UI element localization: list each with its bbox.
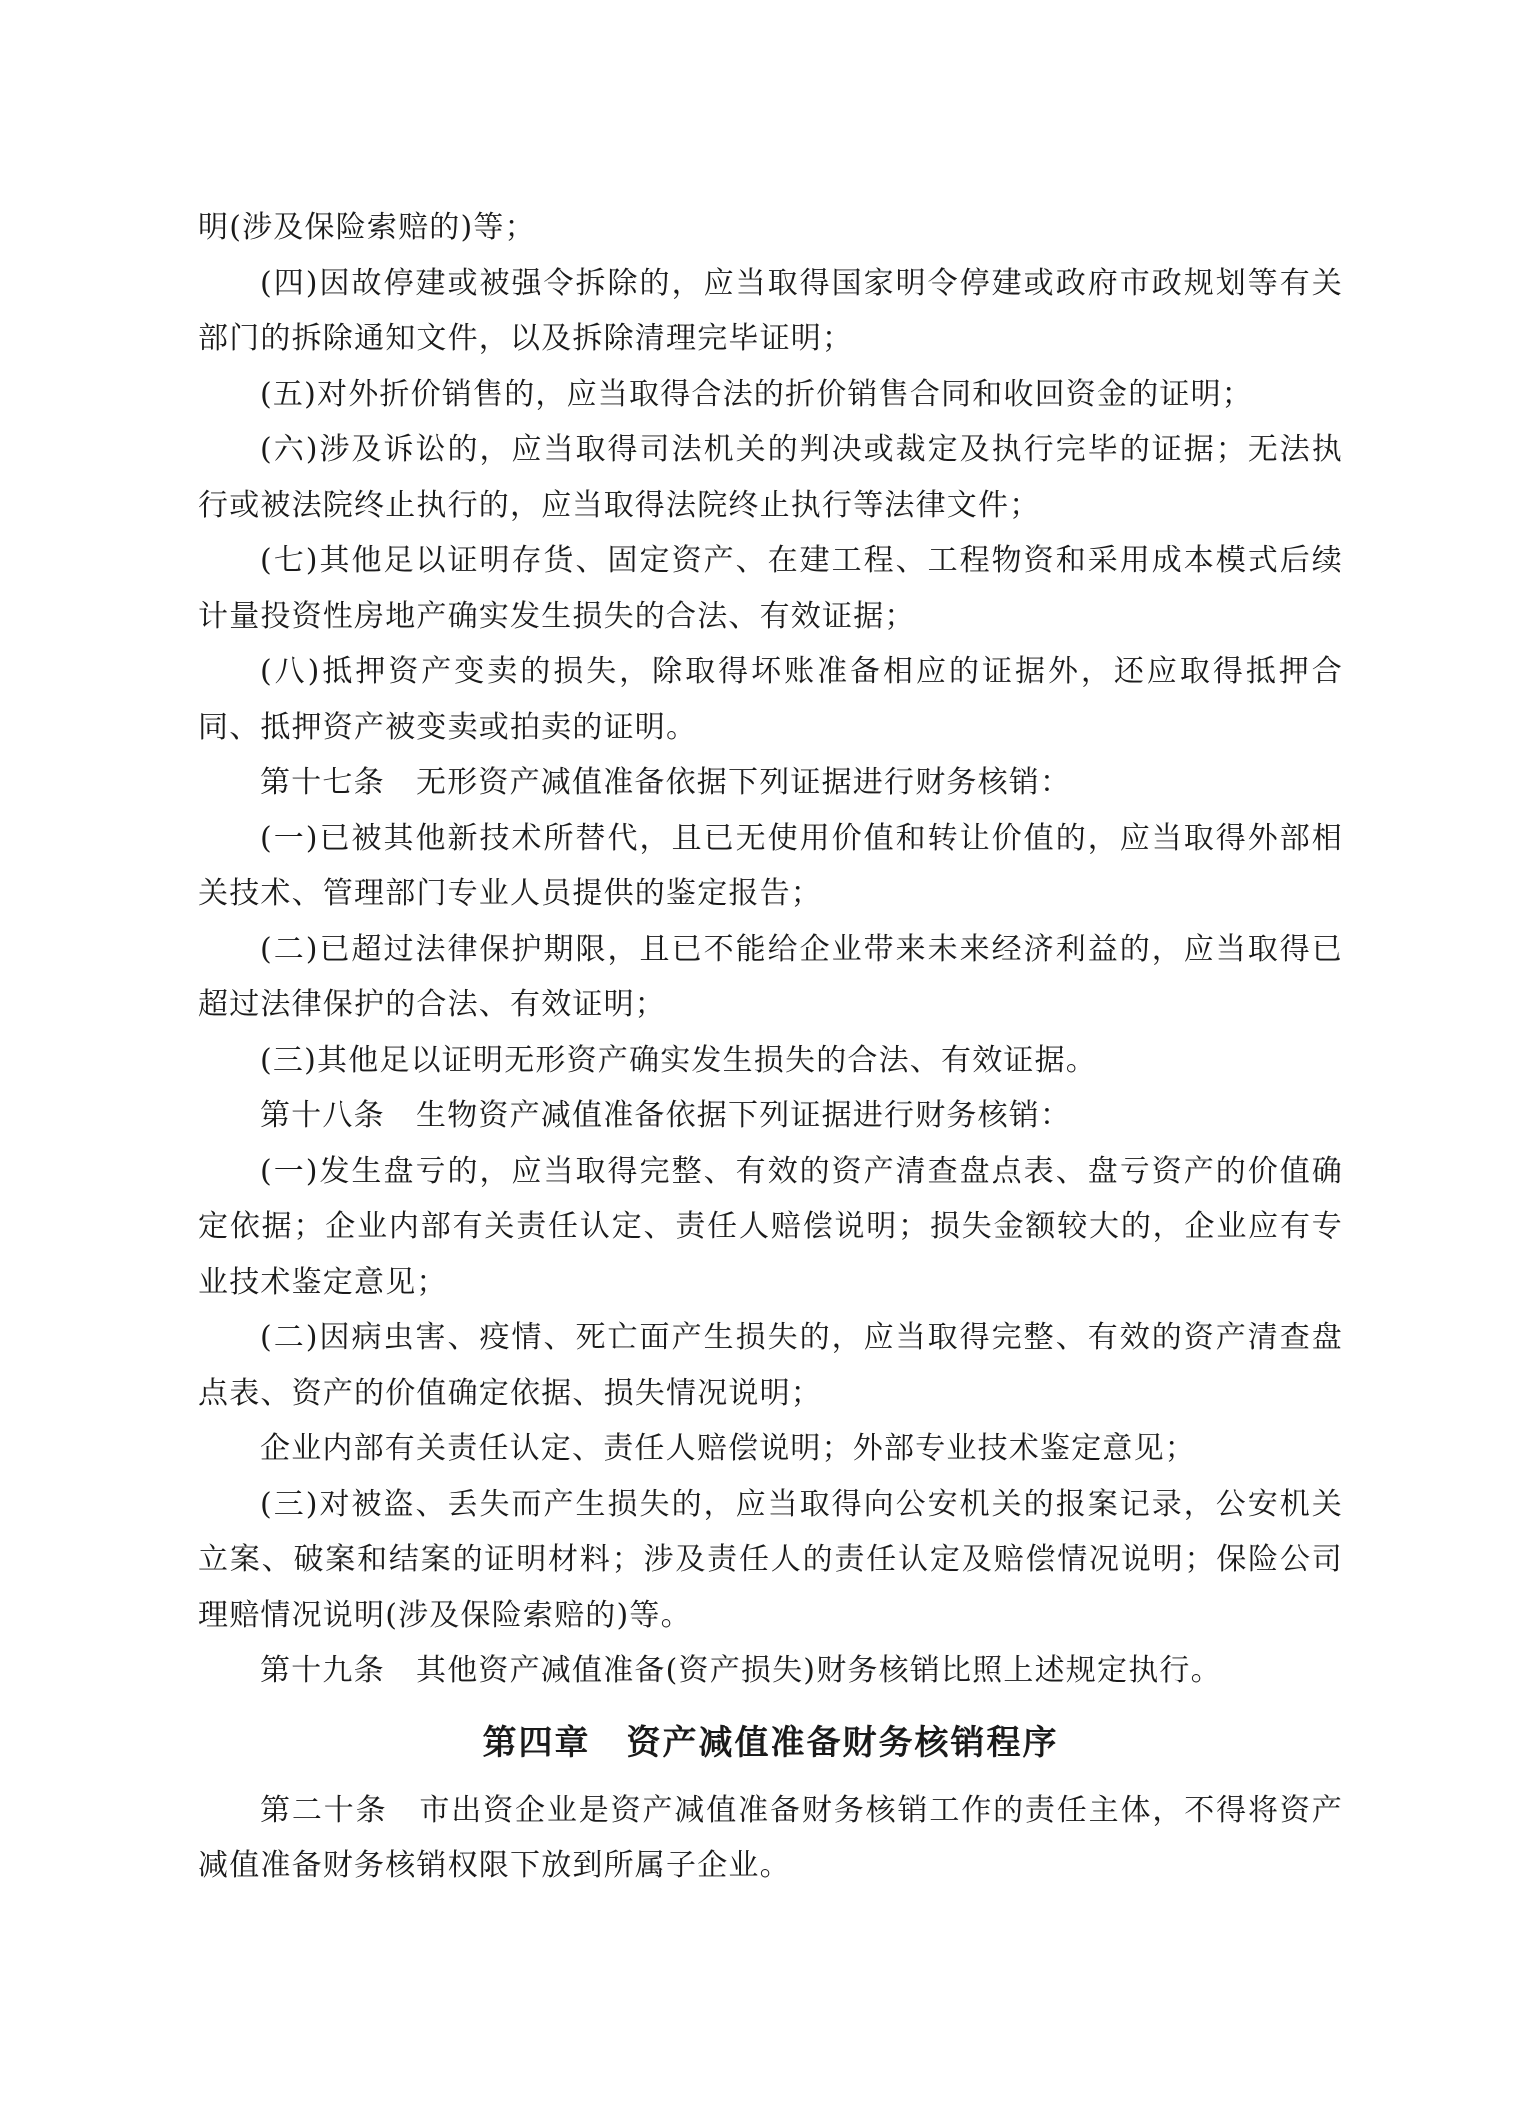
chapter-title: 第四章 资产减值准备财务核销程序 xyxy=(482,1722,1059,1763)
article-20: 第二十条 市出资企业是资产减值准备财务核销工作的责任主体，不得将资产减值准备财务核销权限下放到所属子企业。 xyxy=(198,1792,1343,1883)
article-18-item-3: (三)对被盗、丢失而产生损失的，应当取得向公安机关的报案记录，公安机关立案、破案和结案的证明材料；涉及责任人的责任认定及赔偿情况说明；保险公司理赔情况说明(涉及保险索赔的)等。 xyxy=(198,1486,1343,1633)
paragraph-item-8: (八)抵押资产变卖的损失，除取得坏账准备相应的证据外，还应取得抵押合同、抵押资产被变卖或拍卖的证明。 xyxy=(198,654,1343,745)
paragraph-item-5: (五)对外折价销售的，应当取得合法的折价销售合同和收回资金的证明； xyxy=(260,376,1254,412)
article-17: 第十七条 无形资产减值准备依据下列证据进行财务核销： xyxy=(260,765,1072,800)
article-18-item-1: (一)发生盘亏的，应当取得完整、有效的资产清查盘点表、盘亏资产的价值确定依据；企业内部有关责任认定、责任人赔偿说明；损失金额较大的，企业应有专业技术鉴定意见； xyxy=(198,1153,1343,1300)
article-18-item-2-extra: 企业内部有关责任认定、责任人赔偿说明；外部专业技术鉴定意见； xyxy=(260,1431,1196,1466)
paragraph-item-4: (四)因故停建或被强令拆除的，应当取得国家明令停建或政府市政规划等有关部门的拆除通知文件，以及拆除清理完毕证明； xyxy=(198,265,1343,356)
article-17-item-1: (一)已被其他新技术所替代，且已无使用价值和转让价值的，应当取得外部相关技术、管理部门专业人员提供的鉴定报告； xyxy=(198,820,1343,911)
article-18: 第十八条 生物资产减值准备依据下列证据进行财务核销： xyxy=(260,1098,1072,1133)
article-17-item-3: (三)其他足以证明无形资产确实发生损失的合法、有效证据。 xyxy=(260,1042,1098,1078)
paragraph-continuation: 明(涉及保险索赔的)等； xyxy=(198,210,536,245)
paragraph-item-6: (六)涉及诉讼的，应当取得司法机关的判决或裁定及执行完毕的证据；无法执行或被法院终止执行的，应当取得法院终止执行等法律文件； xyxy=(198,432,1343,523)
article-19: 第十九条 其他资产减值准备(资产损失)财务核销比照上述规定执行。 xyxy=(260,1653,1222,1688)
article-17-item-2: (二)已超过法律保护期限，且已不能给企业带来未来经济利益的，应当取得已超过法律保护的合法、有效证明； xyxy=(198,931,1343,1022)
paragraph-item-7: (七)其他足以证明存货、固定资产、在建工程、工程物资和采用成本模式后续计量投资性房地产确实发生损失的合法、有效证据； xyxy=(198,543,1343,634)
document-page xyxy=(198,200,1343,1894)
article-18-item-2: (二)因病虫害、疫情、死亡面产生损失的，应当取得完整、有效的资产清查盘点表、资产的价值确定依据、损失情况说明； xyxy=(198,1320,1343,1411)
